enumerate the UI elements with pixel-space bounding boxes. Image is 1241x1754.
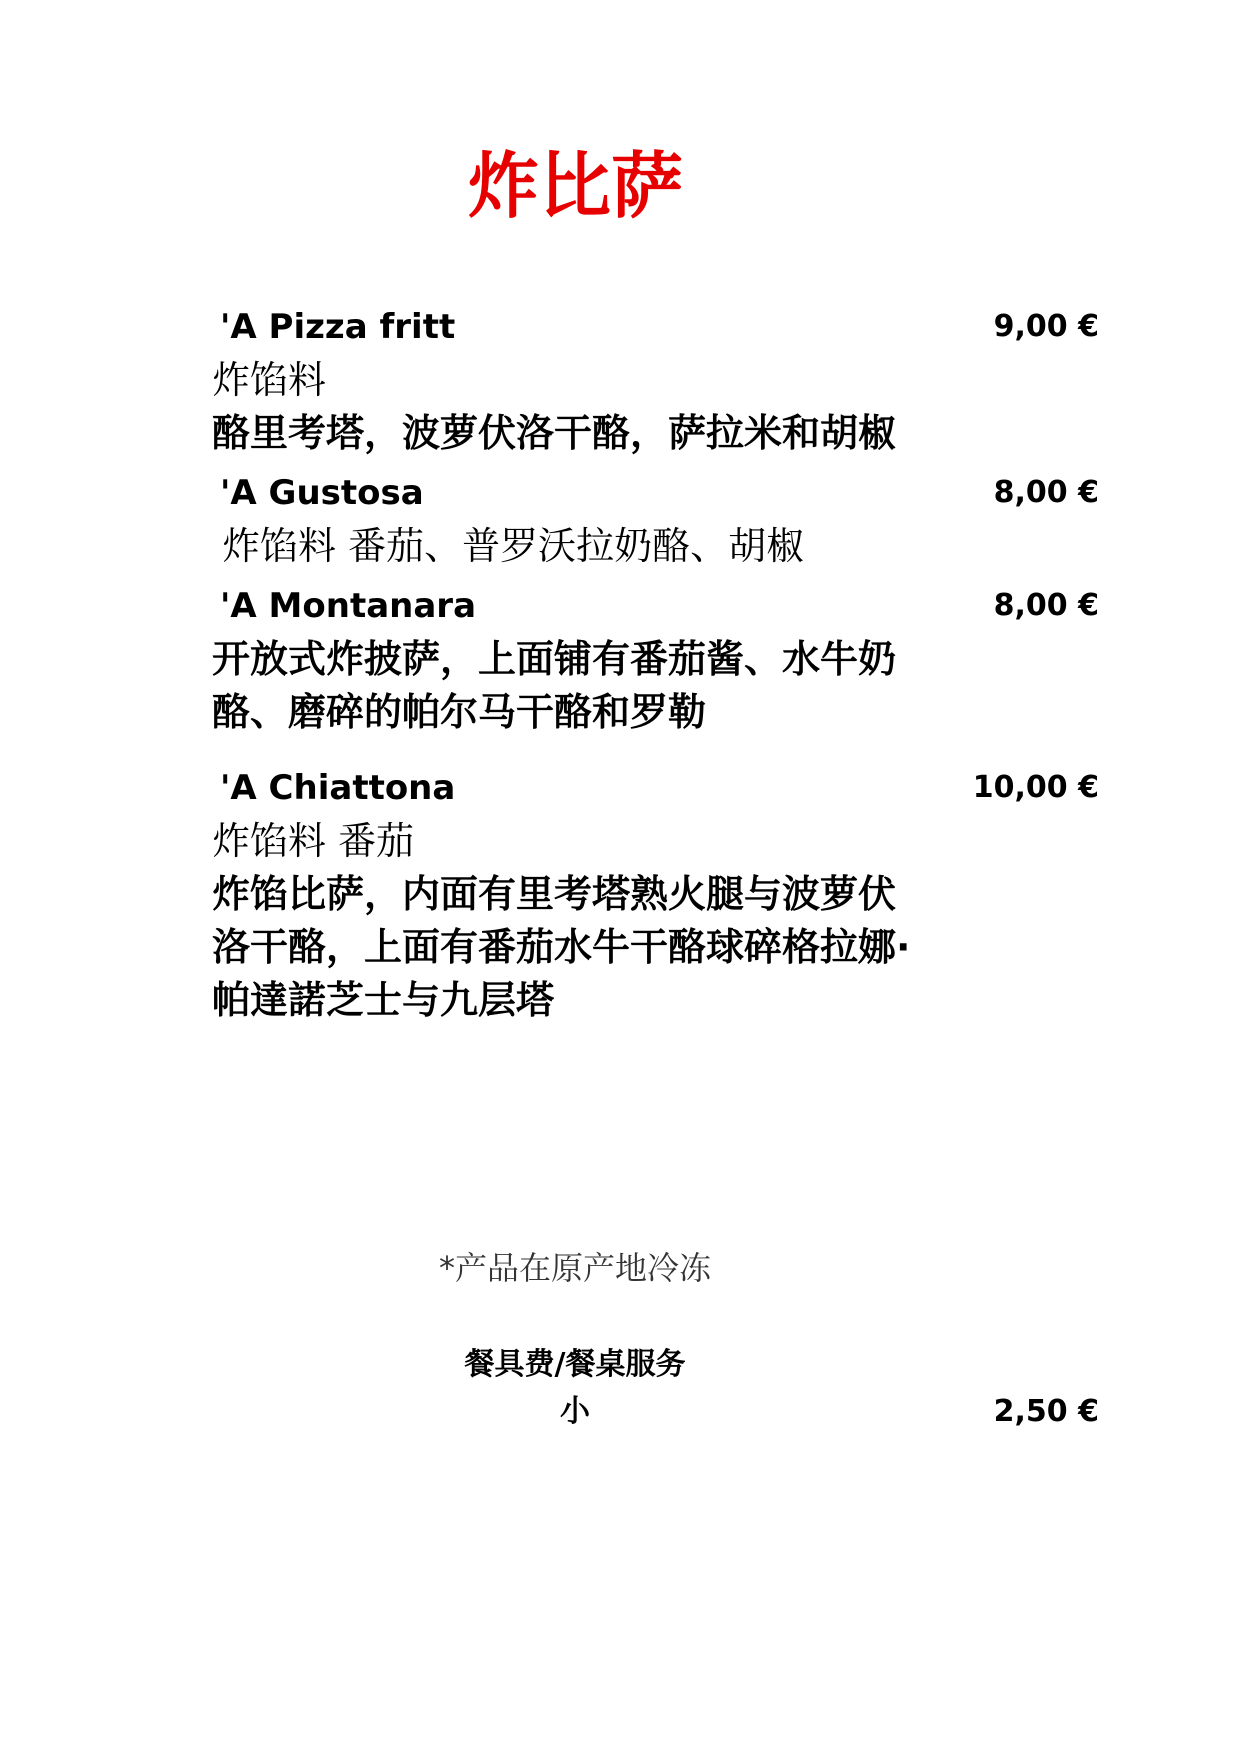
item-name: 'A Montanara <box>220 586 477 626</box>
item-description-detail: 炸馅比萨，内面有里考塔熟火腿与波萝伏洛干酪，上面有番茄水牛干酪球碎格拉娜·帕達諾芝士与九层塔 <box>212 872 911 1022</box>
service-charge-price: 2,50 € <box>993 1394 1099 1429</box>
menu-item-chiattona <box>212 761 1132 1027</box>
item-name: 'A Chiattona <box>220 768 456 808</box>
item-description: 炸馅料 番茄、普罗沃拉奶酪、胡椒 <box>222 524 805 568</box>
service-charge-label: 餐具费/餐桌服务 <box>464 1347 686 1382</box>
item-description-detail: 酪里考塔，波萝伏洛干酪，萨拉米和胡椒 <box>212 411 897 455</box>
menu-title: 炸比萨 <box>466 144 683 228</box>
item-price: 8,00 € <box>993 588 1099 623</box>
menu-item-gustosa <box>212 466 1132 573</box>
item-name: 'A Gustosa <box>220 473 424 513</box>
item-description: 炸馅料 <box>212 358 327 402</box>
item-price: 8,00 € <box>993 475 1099 510</box>
menu-item-pizza-fritt <box>212 300 1132 460</box>
menu-item-montanara <box>212 579 1132 739</box>
menu-list <box>212 300 1132 1027</box>
service-charge-size: 小 <box>560 1394 590 1429</box>
item-name: 'A Pizza fritt <box>220 307 456 347</box>
frozen-note: *产品在原产地冷冻 <box>438 1249 711 1287</box>
item-description: 炸馅料 番茄 <box>212 819 415 863</box>
item-price: 9,00 € <box>993 309 1099 344</box>
item-description: 开放式炸披萨，上面铺有番茄酱、水牛奶酪、磨碎的帕尔马干酪和罗勒 <box>212 637 897 734</box>
item-price: 10,00 € <box>972 770 1099 805</box>
